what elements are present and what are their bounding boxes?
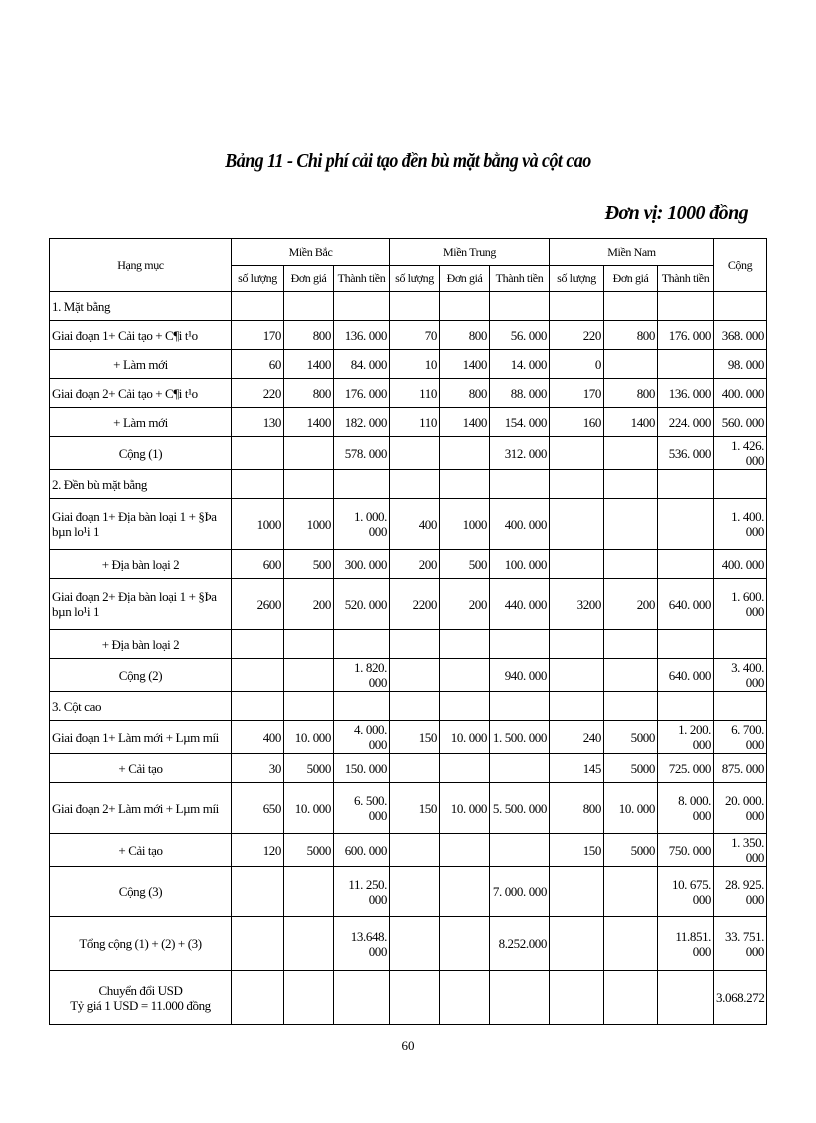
header-amount: Thành tiền	[658, 266, 714, 292]
row-cell	[604, 550, 658, 579]
row-cell: 1000	[284, 499, 334, 550]
row-cell: 136. 000	[334, 321, 390, 350]
row-cell: 150	[390, 783, 440, 834]
row-cell	[440, 917, 490, 971]
row-cell: 640. 000	[658, 579, 714, 630]
row-cell: 875. 000	[714, 754, 767, 783]
row-label: + Cải tạo	[50, 834, 232, 867]
table-row	[50, 437, 767, 470]
header-price: Đơn giá	[604, 266, 658, 292]
header-region-south: Miền Nam	[550, 239, 714, 266]
table-row	[50, 408, 767, 437]
row-label: Giai đoạn 1+ Địa bàn loại 1 + §Þa bµn lo¹i 1	[50, 499, 232, 550]
row-cell: 400. 000	[714, 550, 767, 579]
row-cell: 98. 000	[714, 350, 767, 379]
row-cell: 11.851. 000	[658, 917, 714, 971]
row-cell: 600. 000	[334, 834, 390, 867]
row-label: Giai đoạn 1+ Làm mới + Lµm míi	[50, 721, 232, 754]
row-cell: 800	[550, 783, 604, 834]
row-cell: 1400	[604, 408, 658, 437]
row-cell	[440, 834, 490, 867]
row-cell: 10. 000	[440, 721, 490, 754]
row-cell	[714, 630, 767, 659]
row-label: Giai đoạn 2+ Địa bàn loại 1 + §Þa bµn lo¹i 1	[50, 579, 232, 630]
row-cell: 160	[550, 408, 604, 437]
header-qty: số lượng	[232, 266, 284, 292]
row-cell: 1400	[440, 350, 490, 379]
row-cell: 7. 000. 000	[490, 867, 550, 917]
row-cell	[490, 754, 550, 783]
row-cell	[390, 630, 440, 659]
row-label: Giai đoạn 1+ Cải tạo + C¶i t¹o	[50, 321, 232, 350]
row-cell: 800	[440, 321, 490, 350]
page-title: Bảng 11 - Chi phí cải tạo đền bù mặt bằng và cột cao	[225, 150, 591, 172]
row-cell: 312. 000	[490, 437, 550, 470]
row-cell	[604, 659, 658, 692]
row-cell: 220	[550, 321, 604, 350]
row-cell: 1. 350. 000	[714, 834, 767, 867]
section-title: 2. Đền bù mặt bằng	[50, 470, 232, 499]
row-cell: 150	[550, 834, 604, 867]
row-cell: 500	[284, 550, 334, 579]
row-cell	[658, 350, 714, 379]
row-cell: 600	[232, 550, 284, 579]
row-cell: 10. 000	[440, 783, 490, 834]
row-cell	[604, 499, 658, 550]
row-cell: 1000	[440, 499, 490, 550]
row-cell: 13.648. 000	[334, 917, 390, 971]
row-cell	[550, 867, 604, 917]
table-row	[50, 350, 767, 379]
row-cell: 60	[232, 350, 284, 379]
row-cell: 10. 000	[284, 783, 334, 834]
row-cell: 4. 000. 000	[334, 721, 390, 754]
header-region-central: Miền Trung	[390, 239, 550, 266]
grand-total-row	[50, 917, 767, 971]
cost-table	[49, 238, 767, 1025]
row-cell: 88. 000	[490, 379, 550, 408]
row-cell: 110	[390, 408, 440, 437]
row-label: + Địa bàn loại 2	[50, 630, 232, 659]
header-region-north: Miền Bắc	[232, 239, 390, 266]
row-cell: 28. 925. 000	[714, 867, 767, 917]
row-cell: 200	[440, 579, 490, 630]
row-cell: 400. 000	[714, 379, 767, 408]
row-cell	[604, 867, 658, 917]
row-cell: 5000	[604, 834, 658, 867]
row-cell: 10. 000	[604, 783, 658, 834]
row-cell: 11. 250. 000	[334, 867, 390, 917]
row-cell: 33. 751. 000	[714, 917, 767, 971]
usd-value: 3.068.272	[714, 971, 767, 1025]
row-cell	[390, 659, 440, 692]
header-price: Đơn giá	[440, 266, 490, 292]
row-cell: 750. 000	[658, 834, 714, 867]
row-cell: 182. 000	[334, 408, 390, 437]
row-cell	[440, 630, 490, 659]
usd-label-line2: Tỷ giá 1 USD = 11.000 đồng	[70, 997, 211, 1013]
row-cell: 300. 000	[334, 550, 390, 579]
header-amount: Thành tiền	[490, 266, 550, 292]
row-cell: 10	[390, 350, 440, 379]
table-row	[50, 834, 767, 867]
table-row	[50, 630, 767, 659]
row-cell: 940. 000	[490, 659, 550, 692]
row-cell: 800	[284, 379, 334, 408]
row-label: Cộng (3)	[50, 867, 232, 917]
row-cell	[440, 867, 490, 917]
row-cell	[390, 437, 440, 470]
row-cell: 5000	[604, 721, 658, 754]
row-cell: 8.252.000	[490, 917, 550, 971]
row-cell	[334, 630, 390, 659]
row-label: + Địa bàn loại 2	[50, 550, 232, 579]
row-cell: 200	[390, 550, 440, 579]
row-label: Cộng (1)	[50, 437, 232, 470]
row-cell: 10. 675. 000	[658, 867, 714, 917]
row-cell: 56. 000	[490, 321, 550, 350]
row-cell	[440, 754, 490, 783]
row-cell	[604, 917, 658, 971]
row-cell: 8. 000. 000	[658, 783, 714, 834]
row-cell: 10. 000	[284, 721, 334, 754]
row-cell: 240	[550, 721, 604, 754]
row-cell: 176. 000	[658, 321, 714, 350]
row-cell: 220	[232, 379, 284, 408]
section-row	[50, 292, 767, 321]
row-cell	[390, 754, 440, 783]
row-cell: 200	[284, 579, 334, 630]
section-row	[50, 470, 767, 499]
page-number: 60	[401, 1038, 415, 1053]
row-cell	[390, 834, 440, 867]
row-cell: 536. 000	[658, 437, 714, 470]
row-label: + Cải tạo	[50, 754, 232, 783]
row-cell	[604, 350, 658, 379]
table-row	[50, 867, 767, 917]
row-cell	[232, 917, 284, 971]
row-cell: 145	[550, 754, 604, 783]
row-cell: 0	[550, 350, 604, 379]
row-label: + Làm mới	[50, 408, 232, 437]
table-row	[50, 783, 767, 834]
table-row	[50, 659, 767, 692]
row-cell: 400	[232, 721, 284, 754]
section-title: 1. Mặt bằng	[50, 292, 232, 321]
usd-label-line1: Chuyển đổi USD	[98, 982, 183, 998]
table-row	[50, 499, 767, 550]
row-cell: 1. 200. 000	[658, 721, 714, 754]
row-cell: 2600	[232, 579, 284, 630]
row-cell	[550, 659, 604, 692]
row-cell: 640. 000	[658, 659, 714, 692]
row-cell	[658, 499, 714, 550]
row-cell: 170	[232, 321, 284, 350]
row-cell: 800	[284, 321, 334, 350]
row-cell: 1400	[284, 350, 334, 379]
row-cell	[232, 437, 284, 470]
row-cell	[658, 550, 714, 579]
row-cell	[490, 630, 550, 659]
row-cell	[284, 917, 334, 971]
header-item: Hạng mục	[50, 239, 232, 292]
row-cell: 100. 000	[490, 550, 550, 579]
row-cell: 136. 000	[658, 379, 714, 408]
table-row	[50, 579, 767, 630]
usd-label	[50, 971, 232, 1025]
row-cell: 154. 000	[490, 408, 550, 437]
row-cell: 650	[232, 783, 284, 834]
row-cell	[284, 867, 334, 917]
row-cell	[232, 630, 284, 659]
row-cell: 800	[604, 379, 658, 408]
usd-row	[50, 971, 767, 1025]
row-cell	[440, 659, 490, 692]
row-cell: 578. 000	[334, 437, 390, 470]
row-cell: 200	[604, 579, 658, 630]
row-cell: 500	[440, 550, 490, 579]
row-cell: 520. 000	[334, 579, 390, 630]
header-amount: Thành tiền	[334, 266, 390, 292]
row-cell: 120	[232, 834, 284, 867]
row-cell: 1. 426. 000	[714, 437, 767, 470]
row-cell: 1. 400. 000	[714, 499, 767, 550]
table-row	[50, 550, 767, 579]
row-cell: 5000	[284, 834, 334, 867]
header-price: Đơn giá	[284, 266, 334, 292]
row-cell: 1. 500. 000	[490, 721, 550, 754]
row-cell: 560. 000	[714, 408, 767, 437]
row-cell: 70	[390, 321, 440, 350]
row-cell: 170	[550, 379, 604, 408]
row-cell	[390, 917, 440, 971]
row-cell: 400	[390, 499, 440, 550]
row-cell: 800	[604, 321, 658, 350]
row-cell: 6. 500. 000	[334, 783, 390, 834]
row-cell: 1. 600. 000	[714, 579, 767, 630]
row-cell: 1000	[232, 499, 284, 550]
row-cell	[284, 630, 334, 659]
table-row	[50, 379, 767, 408]
row-cell: 2200	[390, 579, 440, 630]
table-row	[50, 721, 767, 754]
row-label: Tổng cộng (1) + (2) + (3)	[50, 917, 232, 971]
unit-label: Đơn vị: 1000 đồng	[604, 202, 748, 224]
row-cell: 130	[232, 408, 284, 437]
row-cell: 800	[440, 379, 490, 408]
row-cell	[284, 437, 334, 470]
table-row	[50, 321, 767, 350]
row-cell: 20. 000. 000	[714, 783, 767, 834]
row-cell	[284, 659, 334, 692]
row-cell: 176. 000	[334, 379, 390, 408]
row-label: Cộng (2)	[50, 659, 232, 692]
row-cell: 1400	[284, 408, 334, 437]
table-row	[50, 754, 767, 783]
row-cell: 6. 700. 000	[714, 721, 767, 754]
row-cell	[604, 630, 658, 659]
row-cell: 84. 000	[334, 350, 390, 379]
row-cell	[232, 867, 284, 917]
row-cell: 110	[390, 379, 440, 408]
row-cell: 1400	[440, 408, 490, 437]
row-cell: 30	[232, 754, 284, 783]
row-cell: 3. 400. 000	[714, 659, 767, 692]
row-cell: 150	[390, 721, 440, 754]
header-total: Cộng	[714, 239, 767, 292]
row-cell	[550, 917, 604, 971]
row-cell: 368. 000	[714, 321, 767, 350]
section-title: 3. Cột cao	[50, 692, 232, 721]
row-cell: 725. 000	[658, 754, 714, 783]
row-cell: 5000	[284, 754, 334, 783]
row-cell	[550, 437, 604, 470]
row-label: Giai đoạn 2+ Làm mới + Lµm míi	[50, 783, 232, 834]
row-cell	[440, 437, 490, 470]
row-cell	[604, 437, 658, 470]
row-cell: 5. 500. 000	[490, 783, 550, 834]
row-cell: 14. 000	[490, 350, 550, 379]
row-cell	[550, 630, 604, 659]
row-cell	[390, 867, 440, 917]
row-cell	[658, 630, 714, 659]
row-cell	[550, 499, 604, 550]
row-cell	[232, 659, 284, 692]
row-cell: 150. 000	[334, 754, 390, 783]
row-cell: 1. 000. 000	[334, 499, 390, 550]
row-cell	[490, 834, 550, 867]
row-cell	[550, 550, 604, 579]
row-cell: 224. 000	[658, 408, 714, 437]
row-label: + Làm mới	[50, 350, 232, 379]
header-qty: số lượng	[390, 266, 440, 292]
section-row	[50, 692, 767, 721]
row-cell: 5000	[604, 754, 658, 783]
row-cell: 3200	[550, 579, 604, 630]
row-cell: 440. 000	[490, 579, 550, 630]
header-qty: số lượng	[550, 266, 604, 292]
row-cell: 1. 820. 000	[334, 659, 390, 692]
row-label: Giai đoạn 2+ Cải tạo + C¶i t¹o	[50, 379, 232, 408]
row-cell: 400. 000	[490, 499, 550, 550]
